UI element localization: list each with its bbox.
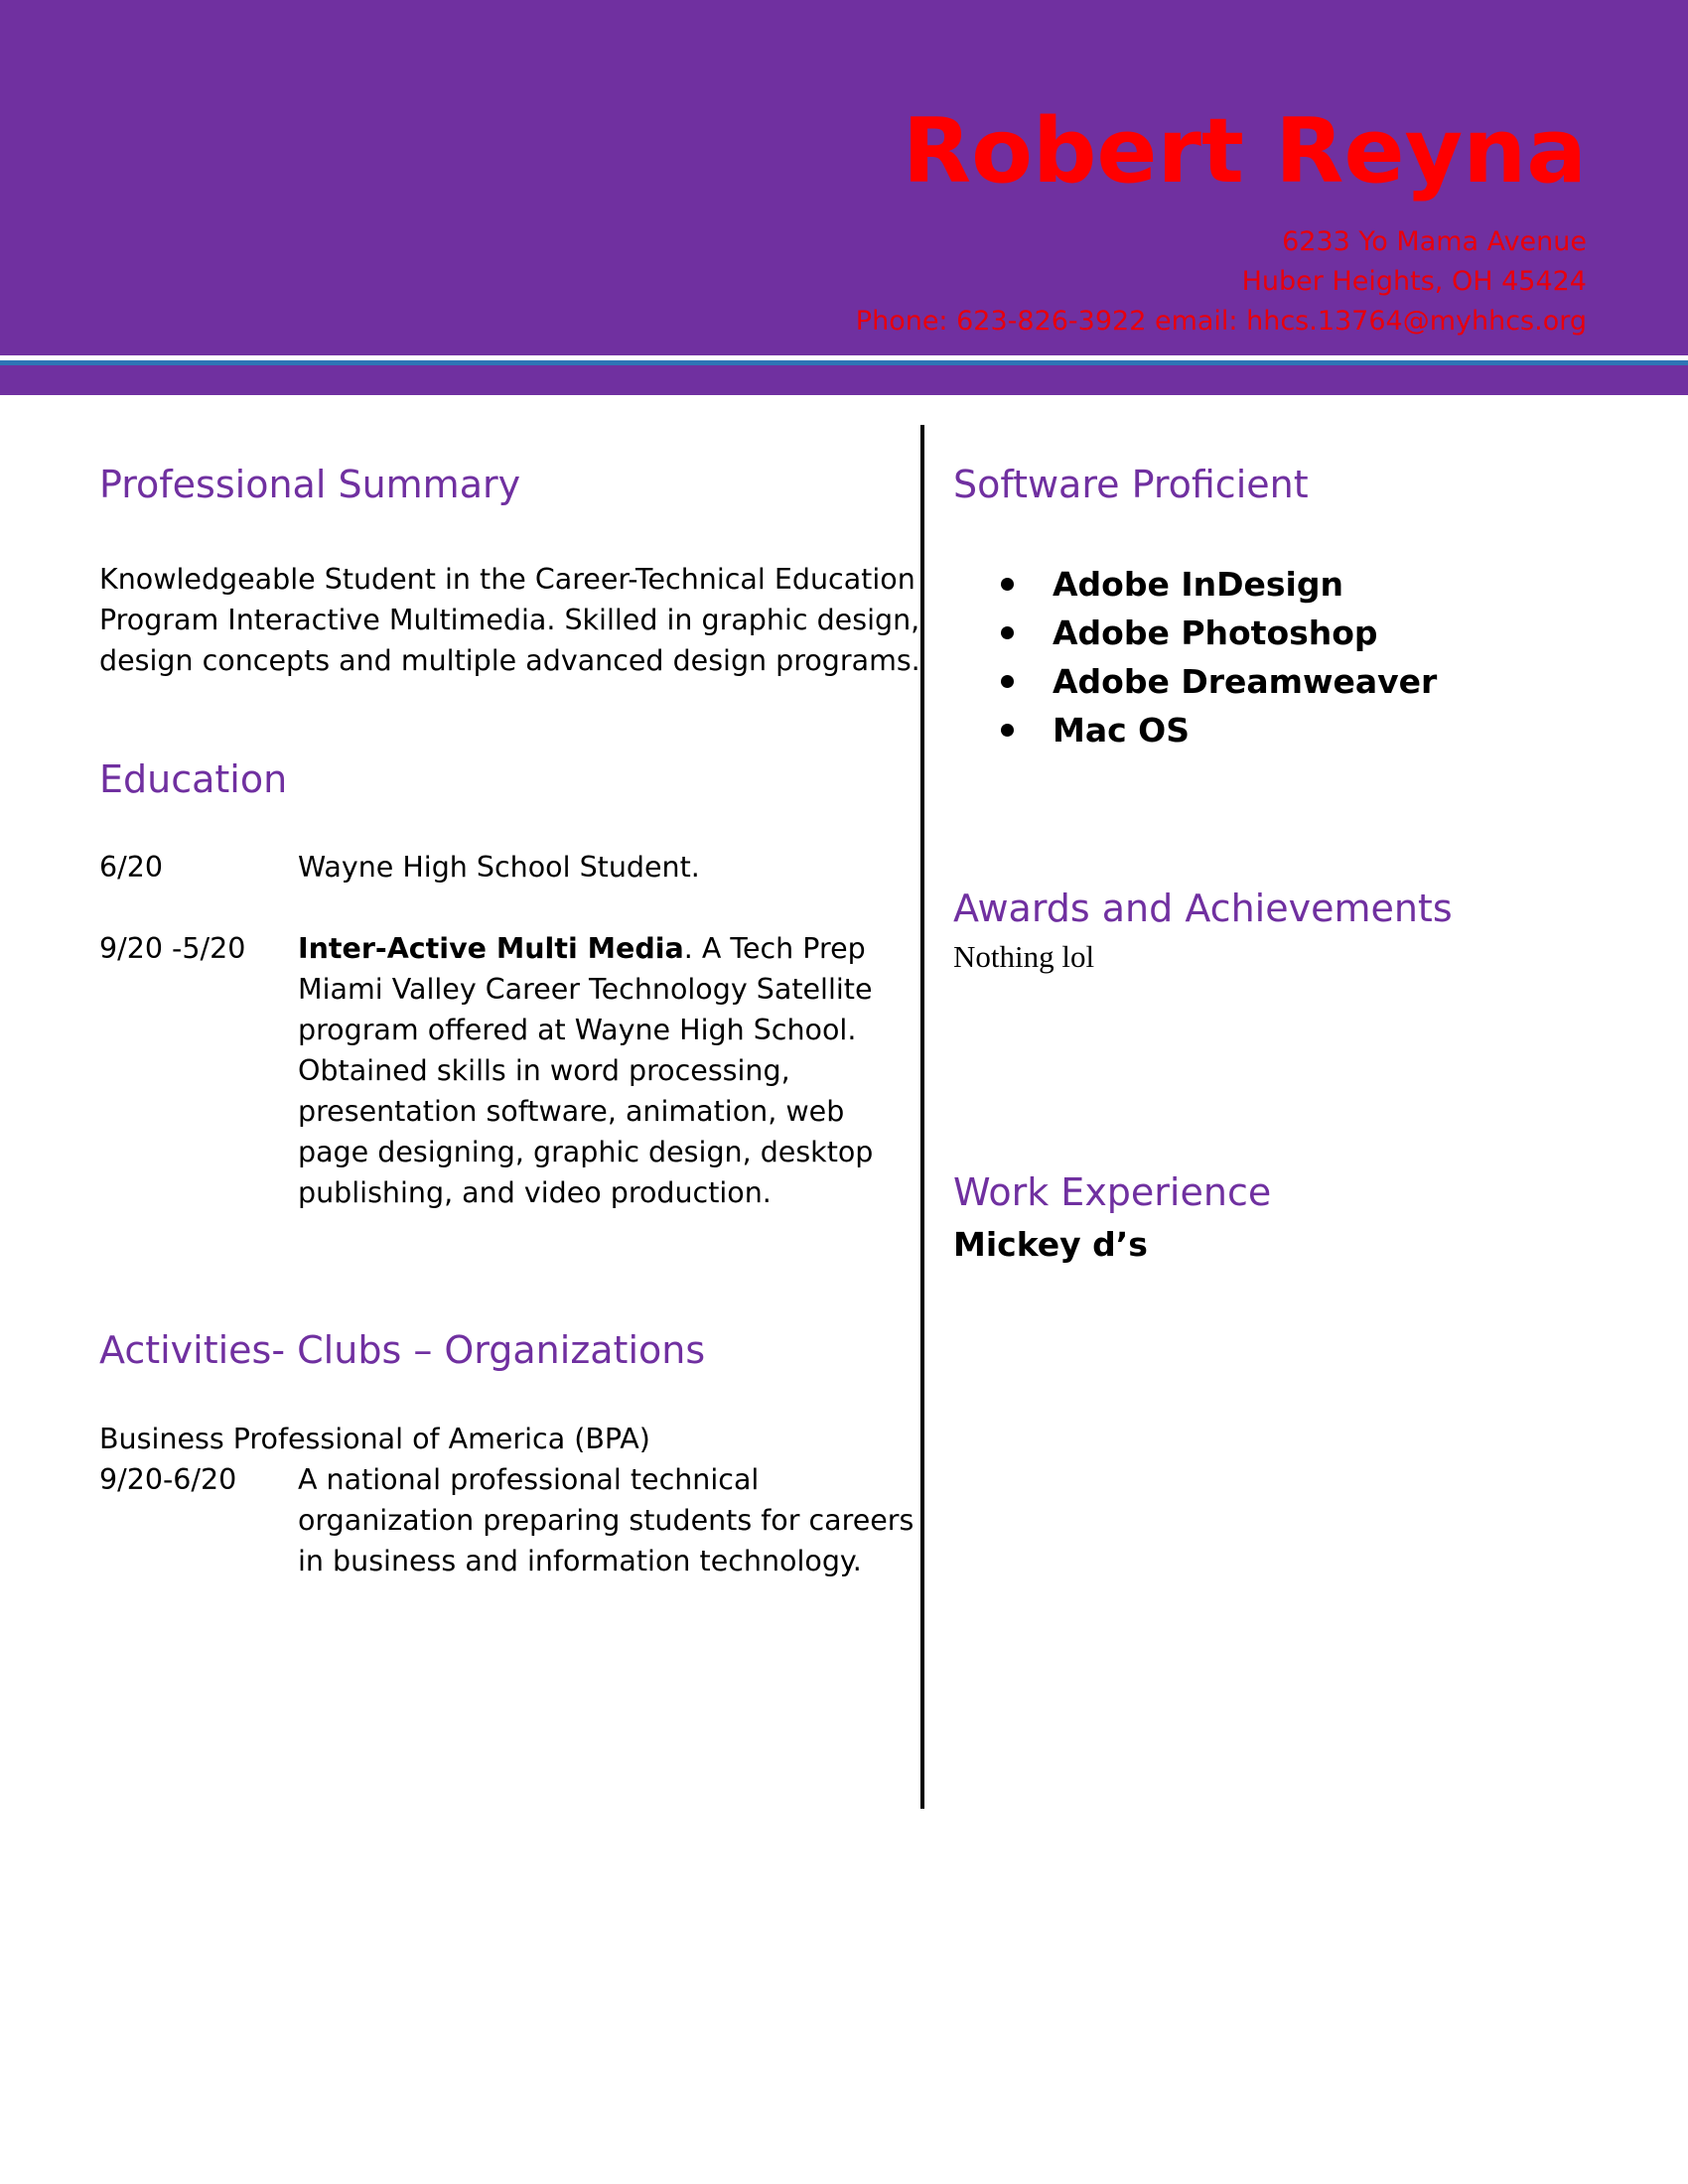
education-date: 9/20 -5/20 [99, 932, 246, 965]
education-line: Miami Valley Career Technology Satellite [298, 973, 873, 1006]
bullet-icon [1001, 675, 1014, 688]
education-line: publishing, and video production. [298, 1176, 772, 1209]
bullet-icon [1001, 724, 1014, 737]
activity-description [298, 1459, 914, 1581]
software-list [993, 560, 1437, 754]
summary-line: Program Interactive Multimedia. Skilled in graphic design, [99, 604, 920, 636]
work-heading: Work Experience [953, 1170, 1272, 1214]
contact-line: Phone: 623-826-3922 email: hhcs.13764@myhhcs.org [855, 306, 1587, 337]
professional-summary-heading: Professional Summary [99, 463, 521, 506]
activity-line: A national professional technical [298, 1463, 760, 1496]
activity-date: 9/20-6/20 [99, 1463, 237, 1496]
education-line: Wayne High School Student. [298, 851, 700, 884]
activities-heading: Activities- Clubs – Organizations [99, 1328, 706, 1372]
bullet-icon [1001, 578, 1014, 591]
address-line-1: 6233 Yo Mama Avenue [1282, 226, 1587, 257]
awards-heading: Awards and Achievements [953, 887, 1453, 930]
summary-line: Knowledgeable Student in the Career-Technical Education [99, 563, 915, 596]
bullet-icon [1001, 626, 1014, 639]
software-item: Adobe Dreamweaver [1053, 662, 1438, 701]
address-line-2: Huber Heights, OH 45424 [1241, 266, 1587, 297]
education-heading: Education [99, 757, 288, 801]
program-description: . A Tech Prep [683, 932, 866, 965]
header-rule-blue [0, 360, 1688, 365]
education-date: 6/20 [99, 851, 163, 884]
education-line [298, 928, 873, 969]
education-entry [298, 847, 700, 887]
summary-line: design concepts and multiple advanced design programs. [99, 644, 920, 677]
list-item [993, 609, 1437, 657]
program-name: Inter-Active Multi Media [298, 932, 684, 965]
education-line: presentation software, animation, web [298, 1095, 845, 1128]
list-item [993, 560, 1437, 609]
activity-line: organization preparing students for careers [298, 1504, 914, 1537]
column-divider [920, 425, 924, 1809]
awards-text: Nothing lol [953, 939, 1095, 974]
activity-line: in business and information technology. [298, 1545, 862, 1577]
software-item: Mac OS [1053, 711, 1190, 750]
education-line: page designing, graphic design, desktop [298, 1136, 874, 1168]
education-line: Obtained skills in word processing, [298, 1054, 790, 1087]
candidate-name: Robert Reyna [902, 99, 1587, 204]
list-item [993, 706, 1437, 754]
software-item: Adobe Photoshop [1053, 614, 1378, 652]
list-item [993, 657, 1437, 706]
software-item: Adobe InDesign [1053, 565, 1343, 604]
professional-summary-text [99, 559, 920, 681]
software-heading: Software Proficient [953, 463, 1309, 506]
work-item: Mickey d’s [953, 1225, 1148, 1264]
education-entry [298, 928, 873, 1213]
education-line: program offered at Wayne High School. [298, 1014, 857, 1046]
activity-organization: Business Professional of America (BPA) [99, 1423, 650, 1455]
